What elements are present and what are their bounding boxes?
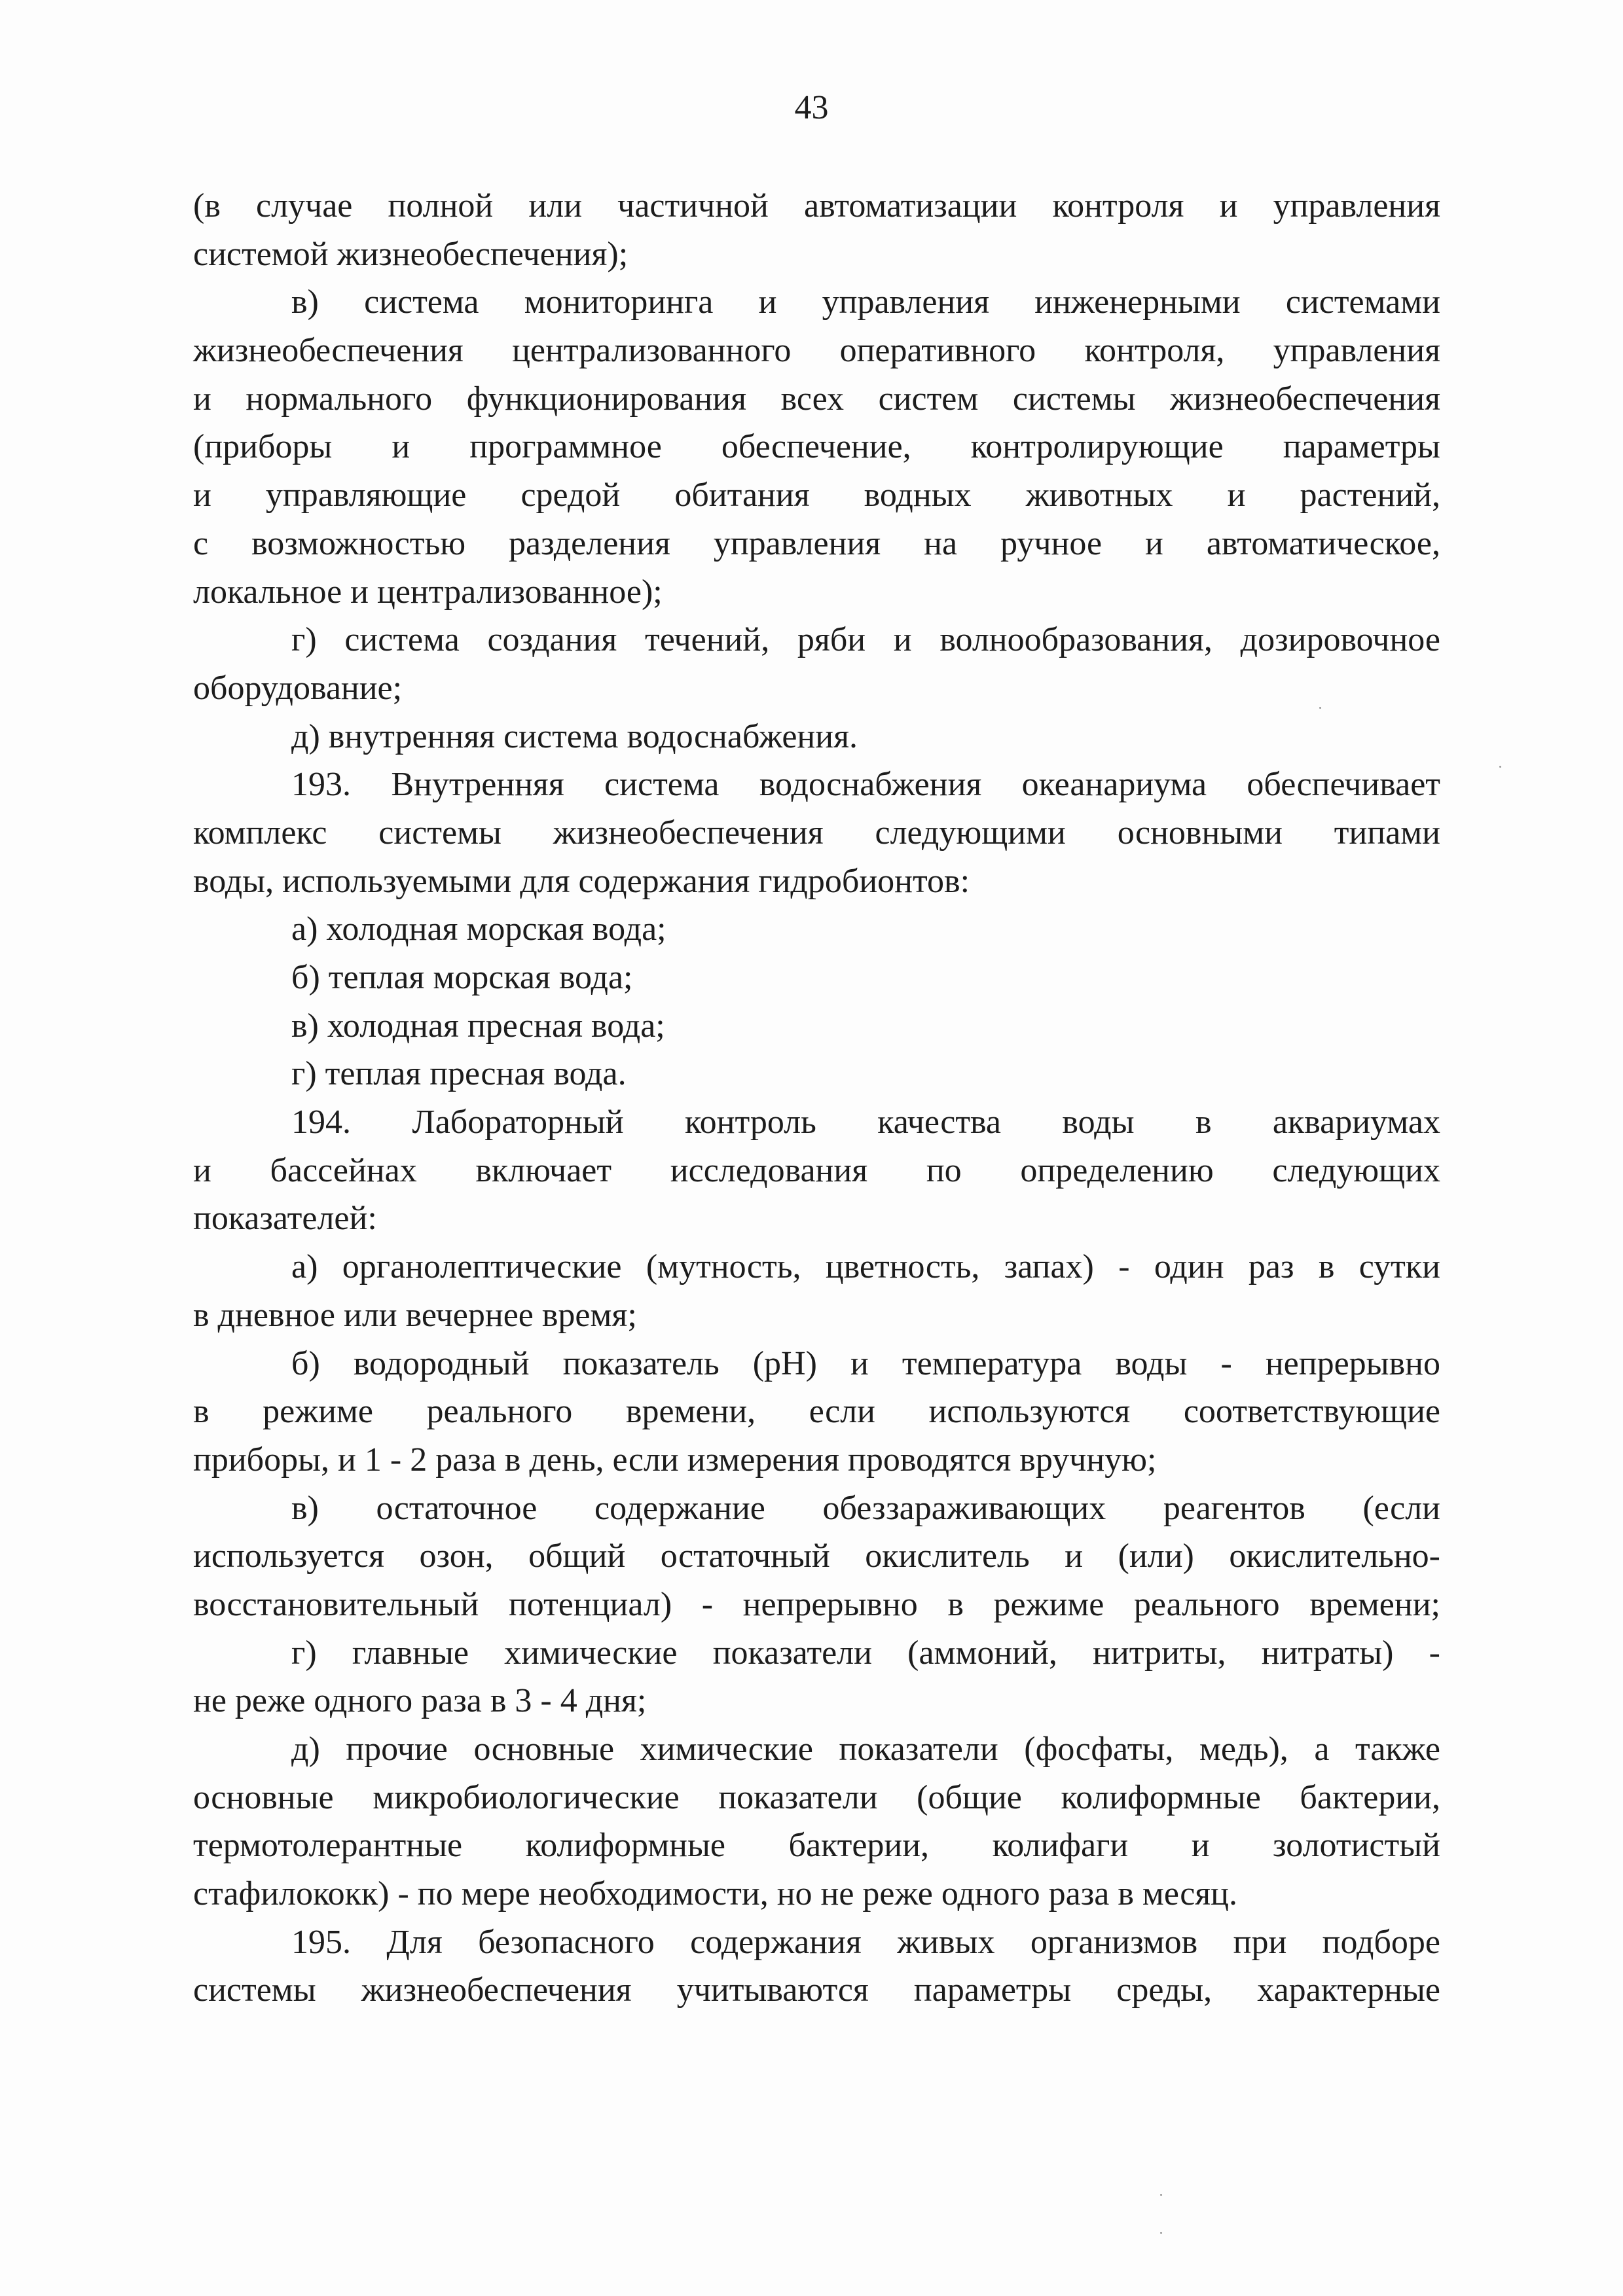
text-line: оборудование; [193, 669, 403, 707]
text-line: не реже одного раза в 3 - 4 дня; [193, 1682, 647, 1720]
text-line: основные микробиологические показатели (общие колиформные бактерии, [193, 1778, 1440, 1816]
document-body [193, 182, 1440, 2015]
text-line: в) холодная пресная вода; [291, 1007, 665, 1045]
text-line: в режиме реального времени, если используются соответствующие [193, 1393, 1440, 1431]
text-line: (приборы и программное обеспечение, контролирующие параметры [193, 428, 1440, 466]
text-line: г) система создания течений, ряби и волнообразования, дозировочное [291, 621, 1440, 659]
text-line: системой жизнеобеспечения); [193, 235, 629, 273]
text-line: воды, используемыми для содержания гидробионтов: [193, 862, 970, 900]
text-line: г) главные химические показатели (аммоний, нитриты, нитраты) - [291, 1634, 1440, 1672]
scan-speck [1160, 2194, 1162, 2196]
text-line: в дневное или вечернее время; [193, 1296, 637, 1334]
text-line: с возможностью разделения управления на ручное и автоматическое, [193, 524, 1440, 562]
text-line: показателей: [193, 1200, 377, 1238]
text-line: стафилококк) - по мере необходимости, но не реже одного раза в месяц. [193, 1875, 1238, 1913]
text-line: приборы, и 1 - 2 раза в день, если измерения проводятся вручную; [193, 1441, 1157, 1479]
text-line: (в случае полной или частичной автоматизации контроля и управления [193, 187, 1440, 224]
text-line: термотолерантные колиформные бактерии, колифаги и золотистый [193, 1827, 1440, 1865]
text-line: 194. Лабораторный контроль качества воды в аквариумах [291, 1103, 1440, 1141]
scan-speck [1160, 2232, 1162, 2234]
text-line: в) система мониторинга и управления инженерными системами [291, 283, 1440, 321]
scan-speck [1319, 707, 1321, 709]
text-line: б) теплая морская вода; [291, 959, 633, 996]
text-line: а) холодная морская вода; [291, 910, 666, 948]
text-line: г) теплая пресная вода. [291, 1055, 627, 1093]
text-line: 193. Внутренняя система водоснабжения океанариума обеспечивает [291, 766, 1440, 804]
text-line: и нормального функционирования всех систем системы жизнеобеспечения [193, 380, 1440, 418]
text-line: д) прочие основные химические показатели (фосфаты, медь), а также [291, 1731, 1440, 1768]
text-line: комплекс системы жизнеобеспечения следующими основными типами [193, 814, 1440, 852]
text-line: в) остаточное содержание обеззараживающих реагентов (если [291, 1489, 1440, 1527]
text-line: и управляющие средой обитания водных животных и растений, [193, 476, 1440, 514]
text-line: д) внутренняя система водоснабжения. [291, 717, 858, 755]
text-line: системы жизнеобеспечения учитываются параметры среды, характерные [193, 1971, 1440, 2009]
text-line: и бассейнах включает исследования по определению следующих [193, 1151, 1440, 1189]
text-line: восстановительный потенциал) - непрерывно в режиме реального времени; [193, 1585, 1440, 1623]
page-number: 43 [794, 89, 829, 126]
text-line: б) водородный показатель (pH) и температура воды - непрерывно [291, 1344, 1440, 1382]
text-line: используется озон, общий остаточный окислитель и (или) окислительно- [193, 1537, 1440, 1575]
text-line: 195. Для безопасного содержания живых организмов при подборе [291, 1923, 1440, 1961]
text-line: локальное и централизованное); [193, 573, 663, 611]
text-line: а) органолептические (мутность, цветность, запах) - один раз в сутки [291, 1248, 1440, 1286]
scan-speck [1499, 766, 1501, 768]
text-line: жизнеобеспечения централизованного оперативного контроля, управления [193, 332, 1440, 370]
